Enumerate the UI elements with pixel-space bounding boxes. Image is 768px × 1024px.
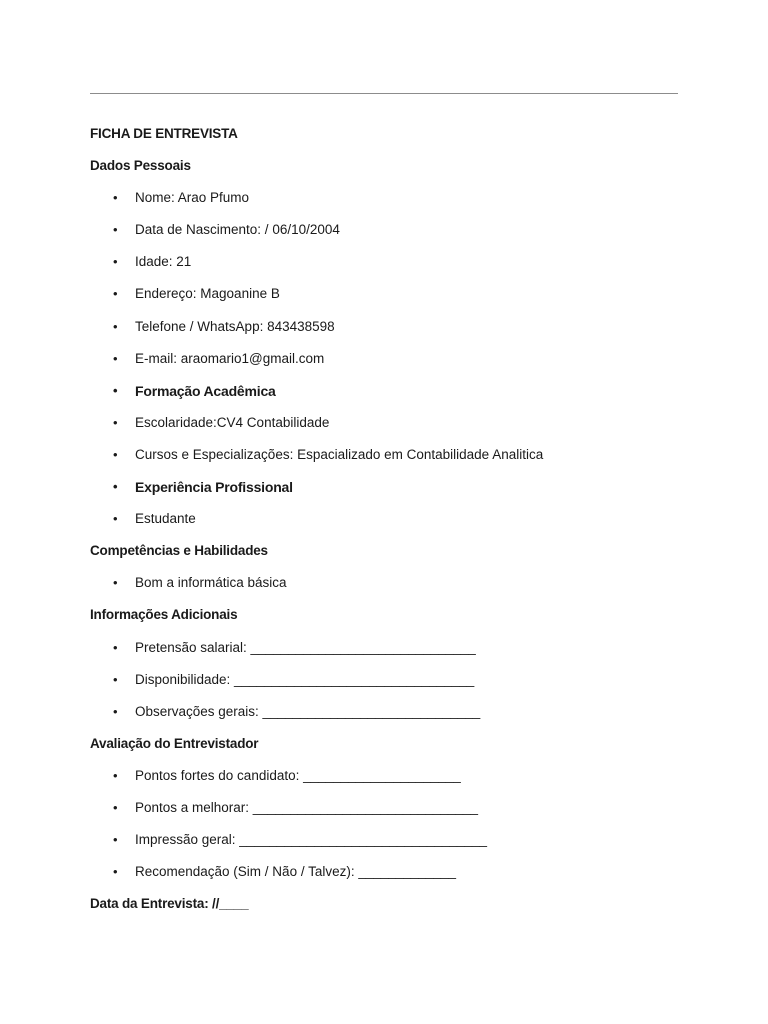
section-heading-data-da-entrevista: Data da Entrevista: //____ — [90, 896, 249, 912]
bullet-icon: • — [113, 286, 118, 302]
bullet-icon: • — [113, 222, 118, 238]
list-item-text: Formação Acadêmica — [135, 382, 276, 399]
list-item-text: Disponibilidade: ________________________________ — [135, 671, 475, 687]
bullet-icon: • — [113, 671, 118, 687]
list-item-text: Cursos e Especializações: Espacializado em Contabilidade Analitica — [135, 446, 544, 462]
list-item-text: Endereço: Magoanine B — [135, 286, 280, 302]
list-item — [90, 763, 690, 795]
list-item-text: Experiência Profissional — [135, 479, 293, 496]
document-body — [90, 121, 690, 923]
section-heading-competencias-e-habilidades: Competências e Habilidades — [90, 543, 268, 559]
list-item — [90, 281, 690, 313]
section-heading-experiencia-profissional — [90, 474, 690, 506]
list-item — [90, 346, 690, 378]
section-heading-dados-pessoais: Dados Pessoais — [90, 158, 191, 174]
list-item-text: Escolaridade:CV4 Contabilidade — [135, 414, 330, 430]
list-item-text: Data de Nascimento: / 06/10/2004 — [135, 222, 340, 238]
list-item — [90, 442, 690, 474]
list-item — [90, 795, 690, 827]
bullet-icon: • — [113, 767, 118, 783]
list-item-text: Pretensão salarial: ______________________________ — [135, 639, 476, 655]
list-item — [90, 185, 690, 217]
list-item — [90, 410, 690, 442]
list-item — [90, 827, 690, 859]
list-item — [90, 314, 690, 346]
bullet-icon: • — [113, 575, 118, 591]
document-title: FICHA DE ENTREVISTA — [90, 126, 238, 141]
list-item — [90, 217, 690, 249]
bullet-icon: • — [113, 799, 118, 815]
list-item — [90, 249, 690, 281]
list-item — [90, 699, 690, 731]
list-item — [90, 667, 690, 699]
list-item-text: Observações gerais: _____________________________ — [135, 703, 481, 719]
section-heading-informacoes-adicionais: Informações Adicionais — [90, 607, 238, 623]
bullet-icon: • — [113, 414, 118, 430]
bullet-icon: • — [113, 446, 118, 462]
list-item-text: Pontos a melhorar: ______________________________ — [135, 799, 479, 815]
bullet-icon: • — [113, 254, 118, 270]
list-item-text: Telefone / WhatsApp: 843438598 — [135, 318, 335, 334]
bullet-icon: • — [113, 318, 118, 334]
bullet-icon: • — [113, 479, 118, 495]
list-item — [90, 570, 690, 602]
list-item-text: Bom a informática básica — [135, 575, 287, 591]
bullet-icon: • — [113, 639, 118, 655]
list-item-text: Recomendação (Sim / Não / Talvez): _____________ — [135, 864, 456, 880]
bullet-icon: • — [113, 190, 118, 206]
list-item — [90, 859, 690, 891]
bullet-icon: • — [113, 864, 118, 880]
list-item-text: Idade: 21 — [135, 254, 192, 270]
list-item — [90, 635, 690, 667]
horizontal-rule — [90, 93, 678, 94]
list-item-text: Pontos fortes do candidato: _____________________ — [135, 767, 461, 783]
list-item-text: Estudante — [135, 511, 196, 527]
bullet-icon: • — [113, 703, 118, 719]
bullet-icon: • — [113, 350, 118, 366]
section-heading-formacao-academica — [90, 378, 690, 410]
section-heading-avaliacao-do-entrevistador: Avaliação do Entrevistador — [90, 735, 259, 751]
bullet-icon: • — [113, 511, 118, 527]
list-item — [90, 506, 690, 538]
sections-list — [90, 153, 690, 923]
bullet-icon: • — [113, 832, 118, 848]
list-item-text: E-mail: araomario1@gmail.com — [135, 350, 325, 366]
bullet-icon: • — [113, 382, 118, 398]
list-item-text: Nome: Arao Pfumo — [135, 190, 250, 206]
list-item-text: Impressão geral: _________________________________ — [135, 832, 488, 848]
